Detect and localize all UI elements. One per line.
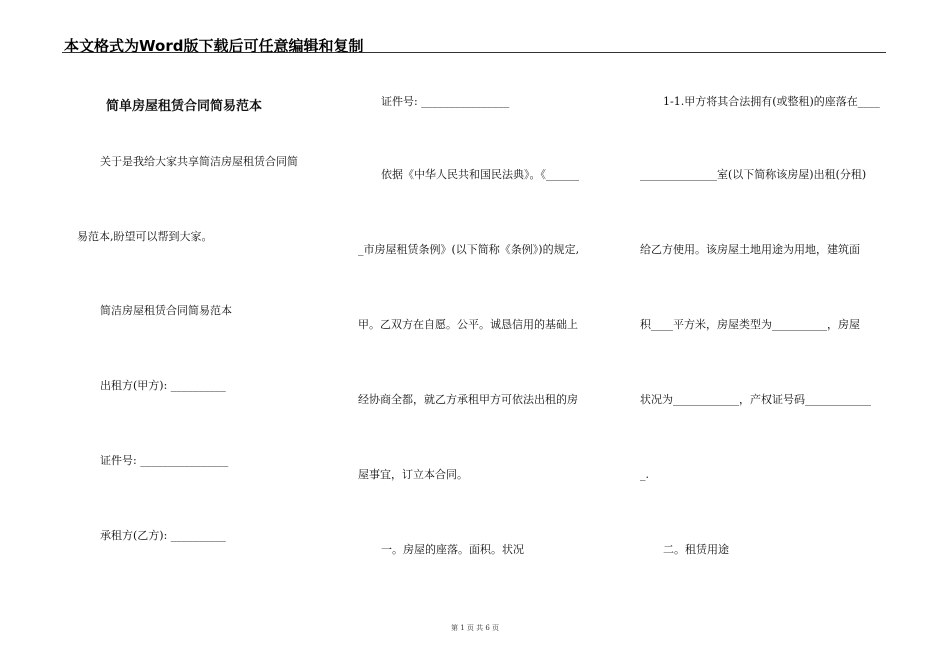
col3-line-5: 状况为____________，产权证号码____________ [640, 393, 871, 406]
col3-line-2: ______________室(以下简称该房屋)出租(分租) [640, 168, 867, 181]
col2-section-heading: 一。房屋的座落。面积。状况 [381, 543, 524, 556]
col2-line-3: _市房屋租赁条例》(以下简称《条例》)的规定, [358, 243, 580, 256]
col2-line-4: 甲。乙双方在自愿。公平。诚恳信用的基础上 [358, 318, 578, 331]
col3-line-3: 给乙方使用。该房屋土地用途为用地，建筑面 [640, 243, 860, 256]
col3-line-1: 1-1.甲方将其合法拥有(或整租)的座落在____ [663, 95, 880, 108]
col1-line-5: 证件号: ________________ [100, 454, 229, 467]
page-number: 第 1 页 共 6 页 [450, 624, 500, 632]
col1-line-2: 易范本,盼望可以帮到大家。 [77, 230, 213, 243]
col1-line-3: 简洁房屋租赁合同简易范本 [100, 304, 232, 317]
col3-line-6: _. [640, 468, 649, 481]
col2-line-2: 依据《中华人民共和国民法典》。《______ [381, 168, 579, 181]
header-divider [62, 52, 886, 53]
document-header: 本文格式为Word版下载后可任意编辑和复制 [64, 37, 364, 55]
col1-line-1: 关于是我给大家共享简洁房屋租赁合同简 [100, 155, 298, 168]
col2-line-6: 屋事宜，订立本合同。 [358, 468, 468, 481]
col3-section-heading: 二。租赁用途 [663, 543, 729, 556]
col2-line-5: 经协商全都，就乙方承租甲方可依法出租的房 [358, 393, 578, 406]
document-title: 简单房屋租赁合同简易范本 [106, 99, 263, 114]
col3-line-4: 积____平方米，房屋类型为__________，房屋 [640, 318, 860, 331]
col2-line-1: 证件号: ________________ [381, 95, 510, 108]
col1-line-6: 承租方(乙方): __________ [100, 529, 226, 542]
col1-line-4: 出租方(甲方): __________ [100, 379, 226, 392]
